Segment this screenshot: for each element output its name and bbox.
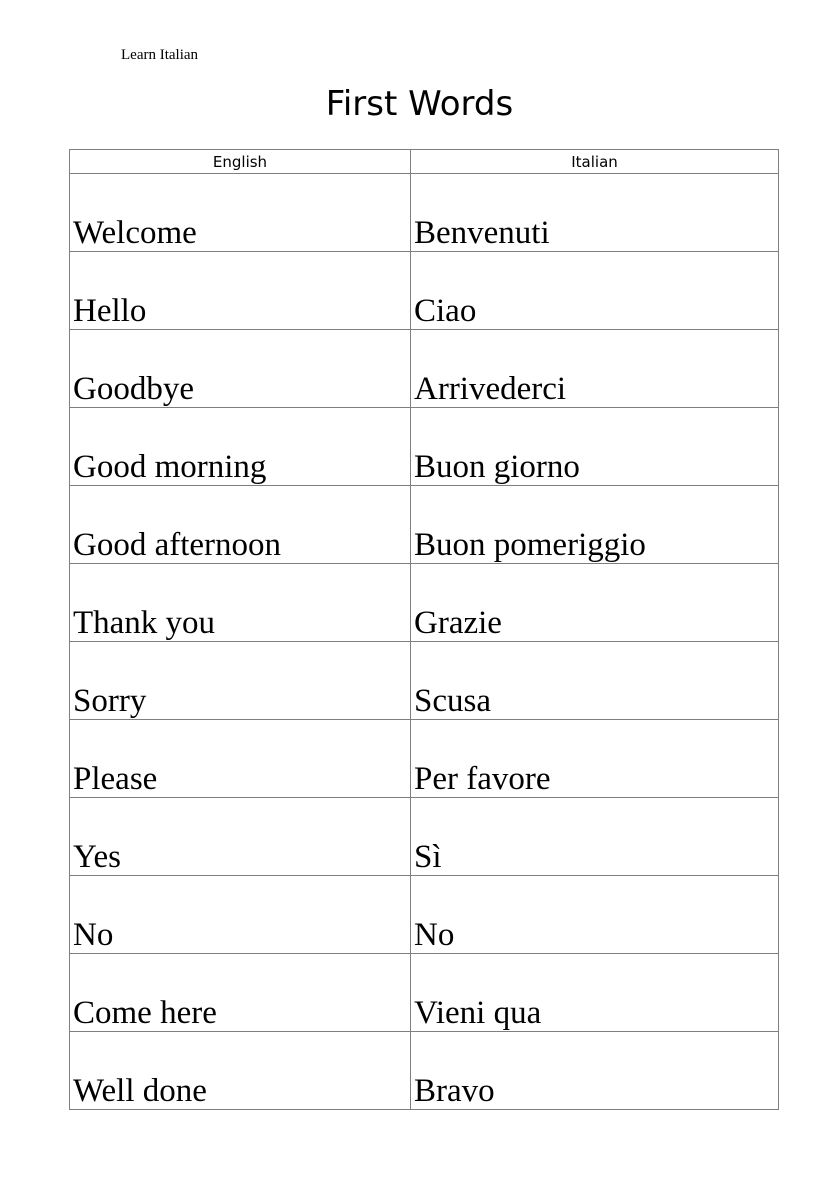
table-row <box>70 954 779 1032</box>
english-cell: Goodbye <box>70 330 411 408</box>
english-cell: Welcome <box>70 174 411 252</box>
table-row <box>70 876 779 954</box>
page-title: First Words <box>325 84 514 124</box>
table-row <box>70 252 779 330</box>
english-cell: No <box>70 876 411 954</box>
italian-cell: Sì <box>411 798 779 876</box>
italian-cell: Arrivederci <box>411 330 779 408</box>
italian-cell: Buon giorno <box>411 408 779 486</box>
italian-cell: No <box>411 876 779 954</box>
table-row <box>70 174 779 252</box>
column-header-english: English <box>70 150 411 174</box>
english-cell: Please <box>70 720 411 798</box>
table-row <box>70 564 779 642</box>
english-cell: Hello <box>70 252 411 330</box>
italian-cell: Ciao <box>411 252 779 330</box>
english-cell: Good morning <box>70 408 411 486</box>
english-cell: Yes <box>70 798 411 876</box>
italian-cell: Buon pomeriggio <box>411 486 779 564</box>
table-row <box>70 408 779 486</box>
italian-cell: Per favore <box>411 720 779 798</box>
english-cell: Sorry <box>70 642 411 720</box>
table-row <box>70 330 779 408</box>
english-cell: Thank you <box>70 564 411 642</box>
table-row <box>70 642 779 720</box>
italian-cell: Benvenuti <box>411 174 779 252</box>
header-note: Learn Italian <box>121 47 199 63</box>
table-header-row <box>70 150 779 174</box>
english-cell: Come here <box>70 954 411 1032</box>
table-row <box>70 486 779 564</box>
italian-cell: Grazie <box>411 564 779 642</box>
english-cell: Well done <box>70 1032 411 1110</box>
table-row <box>70 1032 779 1110</box>
table-row <box>70 720 779 798</box>
vocabulary-table <box>69 149 779 1110</box>
italian-cell: Scusa <box>411 642 779 720</box>
english-cell: Good afternoon <box>70 486 411 564</box>
column-header-italian: Italian <box>411 150 779 174</box>
table-row <box>70 798 779 876</box>
italian-cell: Vieni qua <box>411 954 779 1032</box>
italian-cell: Bravo <box>411 1032 779 1110</box>
